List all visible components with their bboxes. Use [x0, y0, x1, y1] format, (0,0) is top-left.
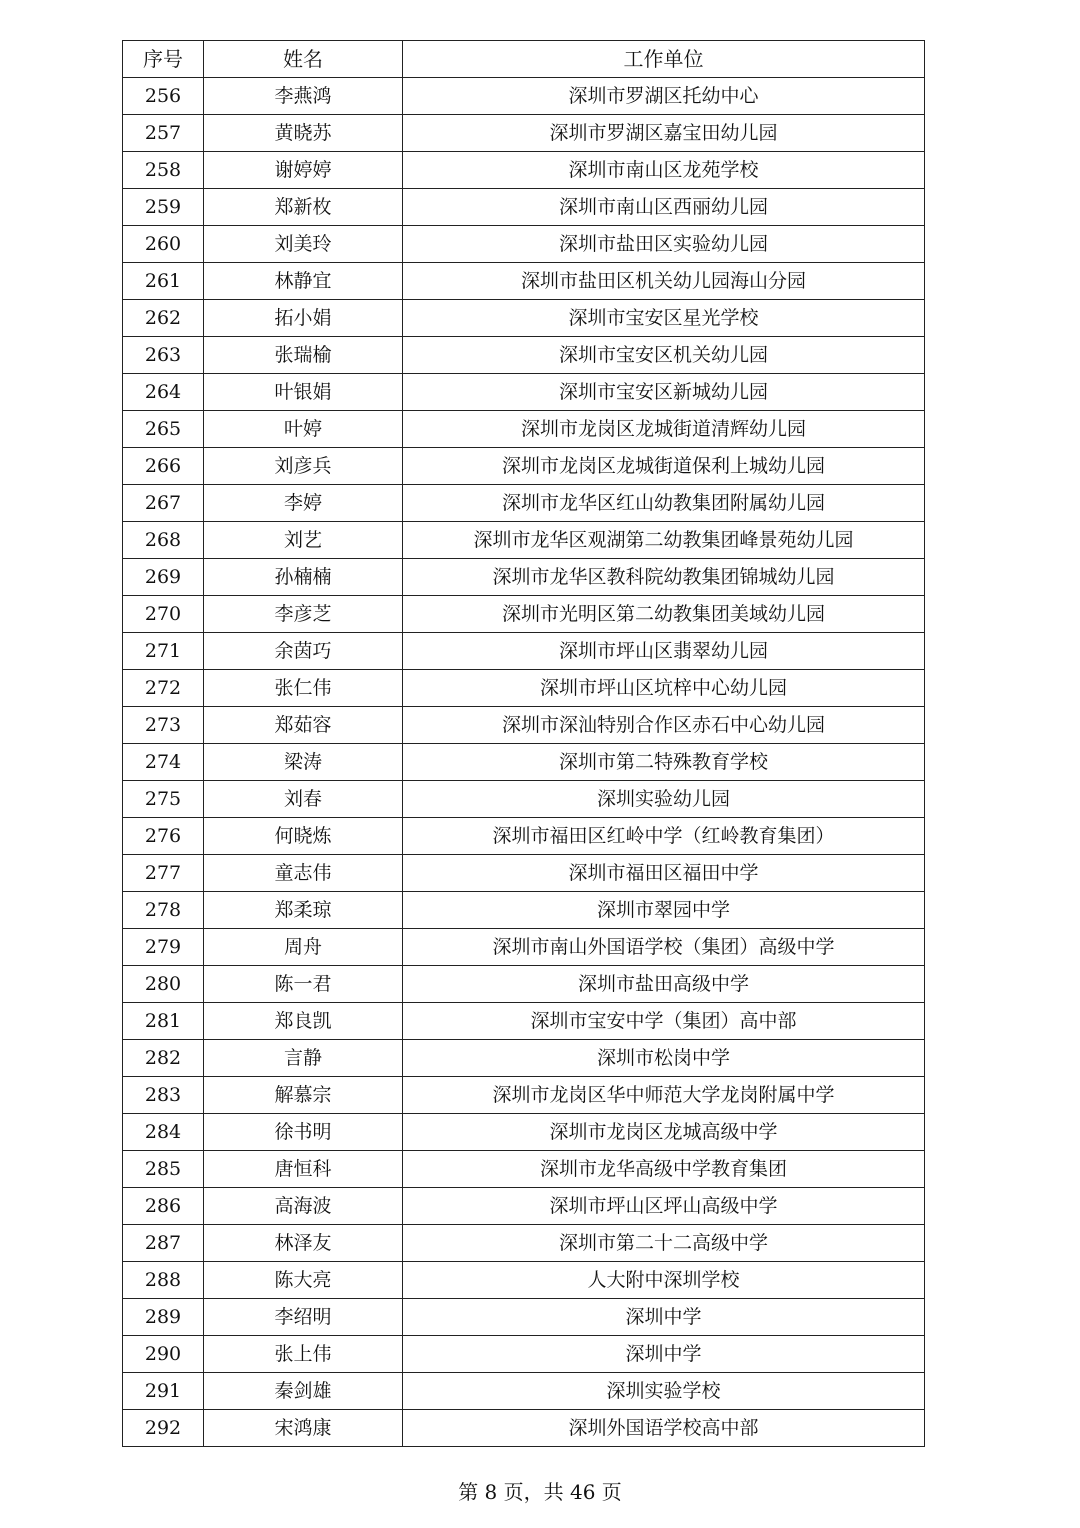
cell-name: 林静宜 — [204, 263, 403, 300]
cell-name: 言静 — [204, 1040, 403, 1077]
cell-workplace: 深圳市福田区福田中学 — [403, 855, 925, 892]
cell-index: 277 — [123, 855, 204, 892]
cell-index: 259 — [123, 189, 204, 226]
cell-index: 288 — [123, 1262, 204, 1299]
cell-index: 278 — [123, 892, 204, 929]
table-row — [123, 337, 925, 374]
roster-table — [122, 40, 925, 1447]
table-row — [123, 670, 925, 707]
table-row — [123, 892, 925, 929]
table-row — [123, 522, 925, 559]
table-row — [123, 1410, 925, 1447]
table-row — [123, 189, 925, 226]
cell-workplace: 深圳市龙华区观湖第二幼教集团峰景苑幼儿园 — [403, 522, 925, 559]
cell-name: 宋鸿康 — [204, 1410, 403, 1447]
table-row — [123, 1114, 925, 1151]
table-row — [123, 226, 925, 263]
cell-name: 郑茹容 — [204, 707, 403, 744]
cell-workplace: 深圳实验幼儿园 — [403, 781, 925, 818]
cell-index: 276 — [123, 818, 204, 855]
cell-name: 刘美玲 — [204, 226, 403, 263]
cell-workplace: 深圳市南山区西丽幼儿园 — [403, 189, 925, 226]
table-row — [123, 1077, 925, 1114]
cell-workplace: 深圳市南山区龙苑学校 — [403, 152, 925, 189]
cell-workplace: 深圳市龙华区红山幼教集团附属幼儿园 — [403, 485, 925, 522]
cell-workplace: 深圳中学 — [403, 1299, 925, 1336]
header-index: 序号 — [123, 41, 204, 78]
cell-index: 273 — [123, 707, 204, 744]
cell-workplace: 深圳市盐田区实验幼儿园 — [403, 226, 925, 263]
cell-index: 289 — [123, 1299, 204, 1336]
cell-name: 刘春 — [204, 781, 403, 818]
cell-name: 解慕宗 — [204, 1077, 403, 1114]
cell-name: 拓小娟 — [204, 300, 403, 337]
cell-workplace: 人大附中深圳学校 — [403, 1262, 925, 1299]
cell-index: 267 — [123, 485, 204, 522]
table-row — [123, 1040, 925, 1077]
cell-index: 275 — [123, 781, 204, 818]
cell-index: 269 — [123, 559, 204, 596]
table-row — [123, 411, 925, 448]
header-name: 姓名 — [204, 41, 403, 78]
cell-name: 周舟 — [204, 929, 403, 966]
cell-name: 李彦芝 — [204, 596, 403, 633]
cell-name: 刘彦兵 — [204, 448, 403, 485]
cell-index: 284 — [123, 1114, 204, 1151]
header-workplace: 工作单位 — [403, 41, 925, 78]
cell-name: 张仁伟 — [204, 670, 403, 707]
table-row — [123, 1225, 925, 1262]
table-row — [123, 300, 925, 337]
cell-workplace: 深圳市翠园中学 — [403, 892, 925, 929]
cell-workplace: 深圳市宝安区新城幼儿园 — [403, 374, 925, 411]
cell-workplace: 深圳市龙岗区龙城街道保利上城幼儿园 — [403, 448, 925, 485]
table-row — [123, 929, 925, 966]
table-body — [123, 78, 925, 1447]
cell-name: 郑柔琼 — [204, 892, 403, 929]
cell-workplace: 深圳市龙岗区龙城街道清辉幼儿园 — [403, 411, 925, 448]
cell-name: 谢婷婷 — [204, 152, 403, 189]
cell-name: 高海波 — [204, 1188, 403, 1225]
cell-index: 256 — [123, 78, 204, 115]
table-row — [123, 559, 925, 596]
cell-index: 287 — [123, 1225, 204, 1262]
cell-name: 陈一君 — [204, 966, 403, 1003]
cell-name: 陈大亮 — [204, 1262, 403, 1299]
cell-index: 285 — [123, 1151, 204, 1188]
cell-index: 283 — [123, 1077, 204, 1114]
table-row — [123, 855, 925, 892]
cell-workplace: 深圳市福田区红岭中学（红岭教育集团） — [403, 818, 925, 855]
cell-workplace: 深圳市第二特殊教育学校 — [403, 744, 925, 781]
cell-workplace: 深圳外国语学校高中部 — [403, 1410, 925, 1447]
table-row — [123, 485, 925, 522]
cell-workplace: 深圳市盐田高级中学 — [403, 966, 925, 1003]
cell-index: 266 — [123, 448, 204, 485]
cell-name: 张上伟 — [204, 1336, 403, 1373]
cell-index: 282 — [123, 1040, 204, 1077]
table-row — [123, 781, 925, 818]
cell-index: 261 — [123, 263, 204, 300]
cell-workplace: 深圳市第二十二高级中学 — [403, 1225, 925, 1262]
cell-name: 李婷 — [204, 485, 403, 522]
cell-index: 264 — [123, 374, 204, 411]
table-row — [123, 596, 925, 633]
cell-workplace: 深圳市坪山区翡翠幼儿园 — [403, 633, 925, 670]
table-row — [123, 633, 925, 670]
cell-workplace: 深圳中学 — [403, 1336, 925, 1373]
table-row — [123, 1262, 925, 1299]
cell-name: 李燕鸿 — [204, 78, 403, 115]
table-header-row — [123, 41, 925, 78]
cell-name: 余茵巧 — [204, 633, 403, 670]
table-row — [123, 448, 925, 485]
table-row — [123, 1003, 925, 1040]
table-row — [123, 78, 925, 115]
cell-name: 郑新枚 — [204, 189, 403, 226]
table-row — [123, 966, 925, 1003]
cell-workplace: 深圳市龙华高级中学教育集团 — [403, 1151, 925, 1188]
cell-name: 李绍明 — [204, 1299, 403, 1336]
cell-index: 290 — [123, 1336, 204, 1373]
cell-workplace: 深圳市坪山区坪山高级中学 — [403, 1188, 925, 1225]
table-row — [123, 263, 925, 300]
cell-index: 263 — [123, 337, 204, 374]
cell-index: 281 — [123, 1003, 204, 1040]
table-row — [123, 374, 925, 411]
cell-name: 叶银娟 — [204, 374, 403, 411]
cell-index: 286 — [123, 1188, 204, 1225]
cell-name: 唐恒科 — [204, 1151, 403, 1188]
cell-workplace: 深圳市坪山区坑梓中心幼儿园 — [403, 670, 925, 707]
table-row — [123, 1188, 925, 1225]
table-row — [123, 1336, 925, 1373]
cell-workplace: 深圳市松岗中学 — [403, 1040, 925, 1077]
cell-index: 274 — [123, 744, 204, 781]
cell-index: 268 — [123, 522, 204, 559]
table-row — [123, 744, 925, 781]
table-row — [123, 115, 925, 152]
cell-name: 林泽友 — [204, 1225, 403, 1262]
table-row — [123, 1373, 925, 1410]
cell-index: 271 — [123, 633, 204, 670]
cell-name: 叶婷 — [204, 411, 403, 448]
cell-workplace: 深圳市龙华区教科院幼教集团锦城幼儿园 — [403, 559, 925, 596]
cell-index: 270 — [123, 596, 204, 633]
cell-name: 徐书明 — [204, 1114, 403, 1151]
cell-workplace: 深圳市宝安中学（集团）高中部 — [403, 1003, 925, 1040]
cell-workplace: 深圳市宝安区星光学校 — [403, 300, 925, 337]
cell-index: 265 — [123, 411, 204, 448]
cell-name: 秦剑雄 — [204, 1373, 403, 1410]
cell-name: 郑良凯 — [204, 1003, 403, 1040]
cell-workplace: 深圳市罗湖区嘉宝田幼儿园 — [403, 115, 925, 152]
cell-name: 孙楠楠 — [204, 559, 403, 596]
cell-name: 何晓炼 — [204, 818, 403, 855]
cell-workplace: 深圳市龙岗区龙城高级中学 — [403, 1114, 925, 1151]
cell-name: 张瑞榆 — [204, 337, 403, 374]
table-row — [123, 1299, 925, 1336]
cell-index: 279 — [123, 929, 204, 966]
cell-workplace: 深圳市光明区第二幼教集团美域幼儿园 — [403, 596, 925, 633]
cell-index: 257 — [123, 115, 204, 152]
table-row — [123, 152, 925, 189]
cell-workplace: 深圳市南山外国语学校（集团）高级中学 — [403, 929, 925, 966]
cell-name: 童志伟 — [204, 855, 403, 892]
cell-workplace: 深圳市宝安区机关幼儿园 — [403, 337, 925, 374]
table-row — [123, 818, 925, 855]
cell-index: 262 — [123, 300, 204, 337]
cell-name: 梁涛 — [204, 744, 403, 781]
cell-name: 刘艺 — [204, 522, 403, 559]
page-footer: 第 8 页，共 46 页 — [458, 1480, 622, 1504]
cell-index: 272 — [123, 670, 204, 707]
cell-workplace: 深圳市龙岗区华中师范大学龙岗附属中学 — [403, 1077, 925, 1114]
cell-name: 黄晓苏 — [204, 115, 403, 152]
cell-workplace: 深圳市盐田区机关幼儿园海山分园 — [403, 263, 925, 300]
cell-workplace: 深圳实验学校 — [403, 1373, 925, 1410]
table-row — [123, 707, 925, 744]
cell-workplace: 深圳市罗湖区托幼中心 — [403, 78, 925, 115]
cell-index: 258 — [123, 152, 204, 189]
cell-workplace: 深圳市深汕特别合作区赤石中心幼儿园 — [403, 707, 925, 744]
cell-index: 291 — [123, 1373, 204, 1410]
cell-index: 260 — [123, 226, 204, 263]
cell-index: 280 — [123, 966, 204, 1003]
table-row — [123, 1151, 925, 1188]
cell-index: 292 — [123, 1410, 204, 1447]
